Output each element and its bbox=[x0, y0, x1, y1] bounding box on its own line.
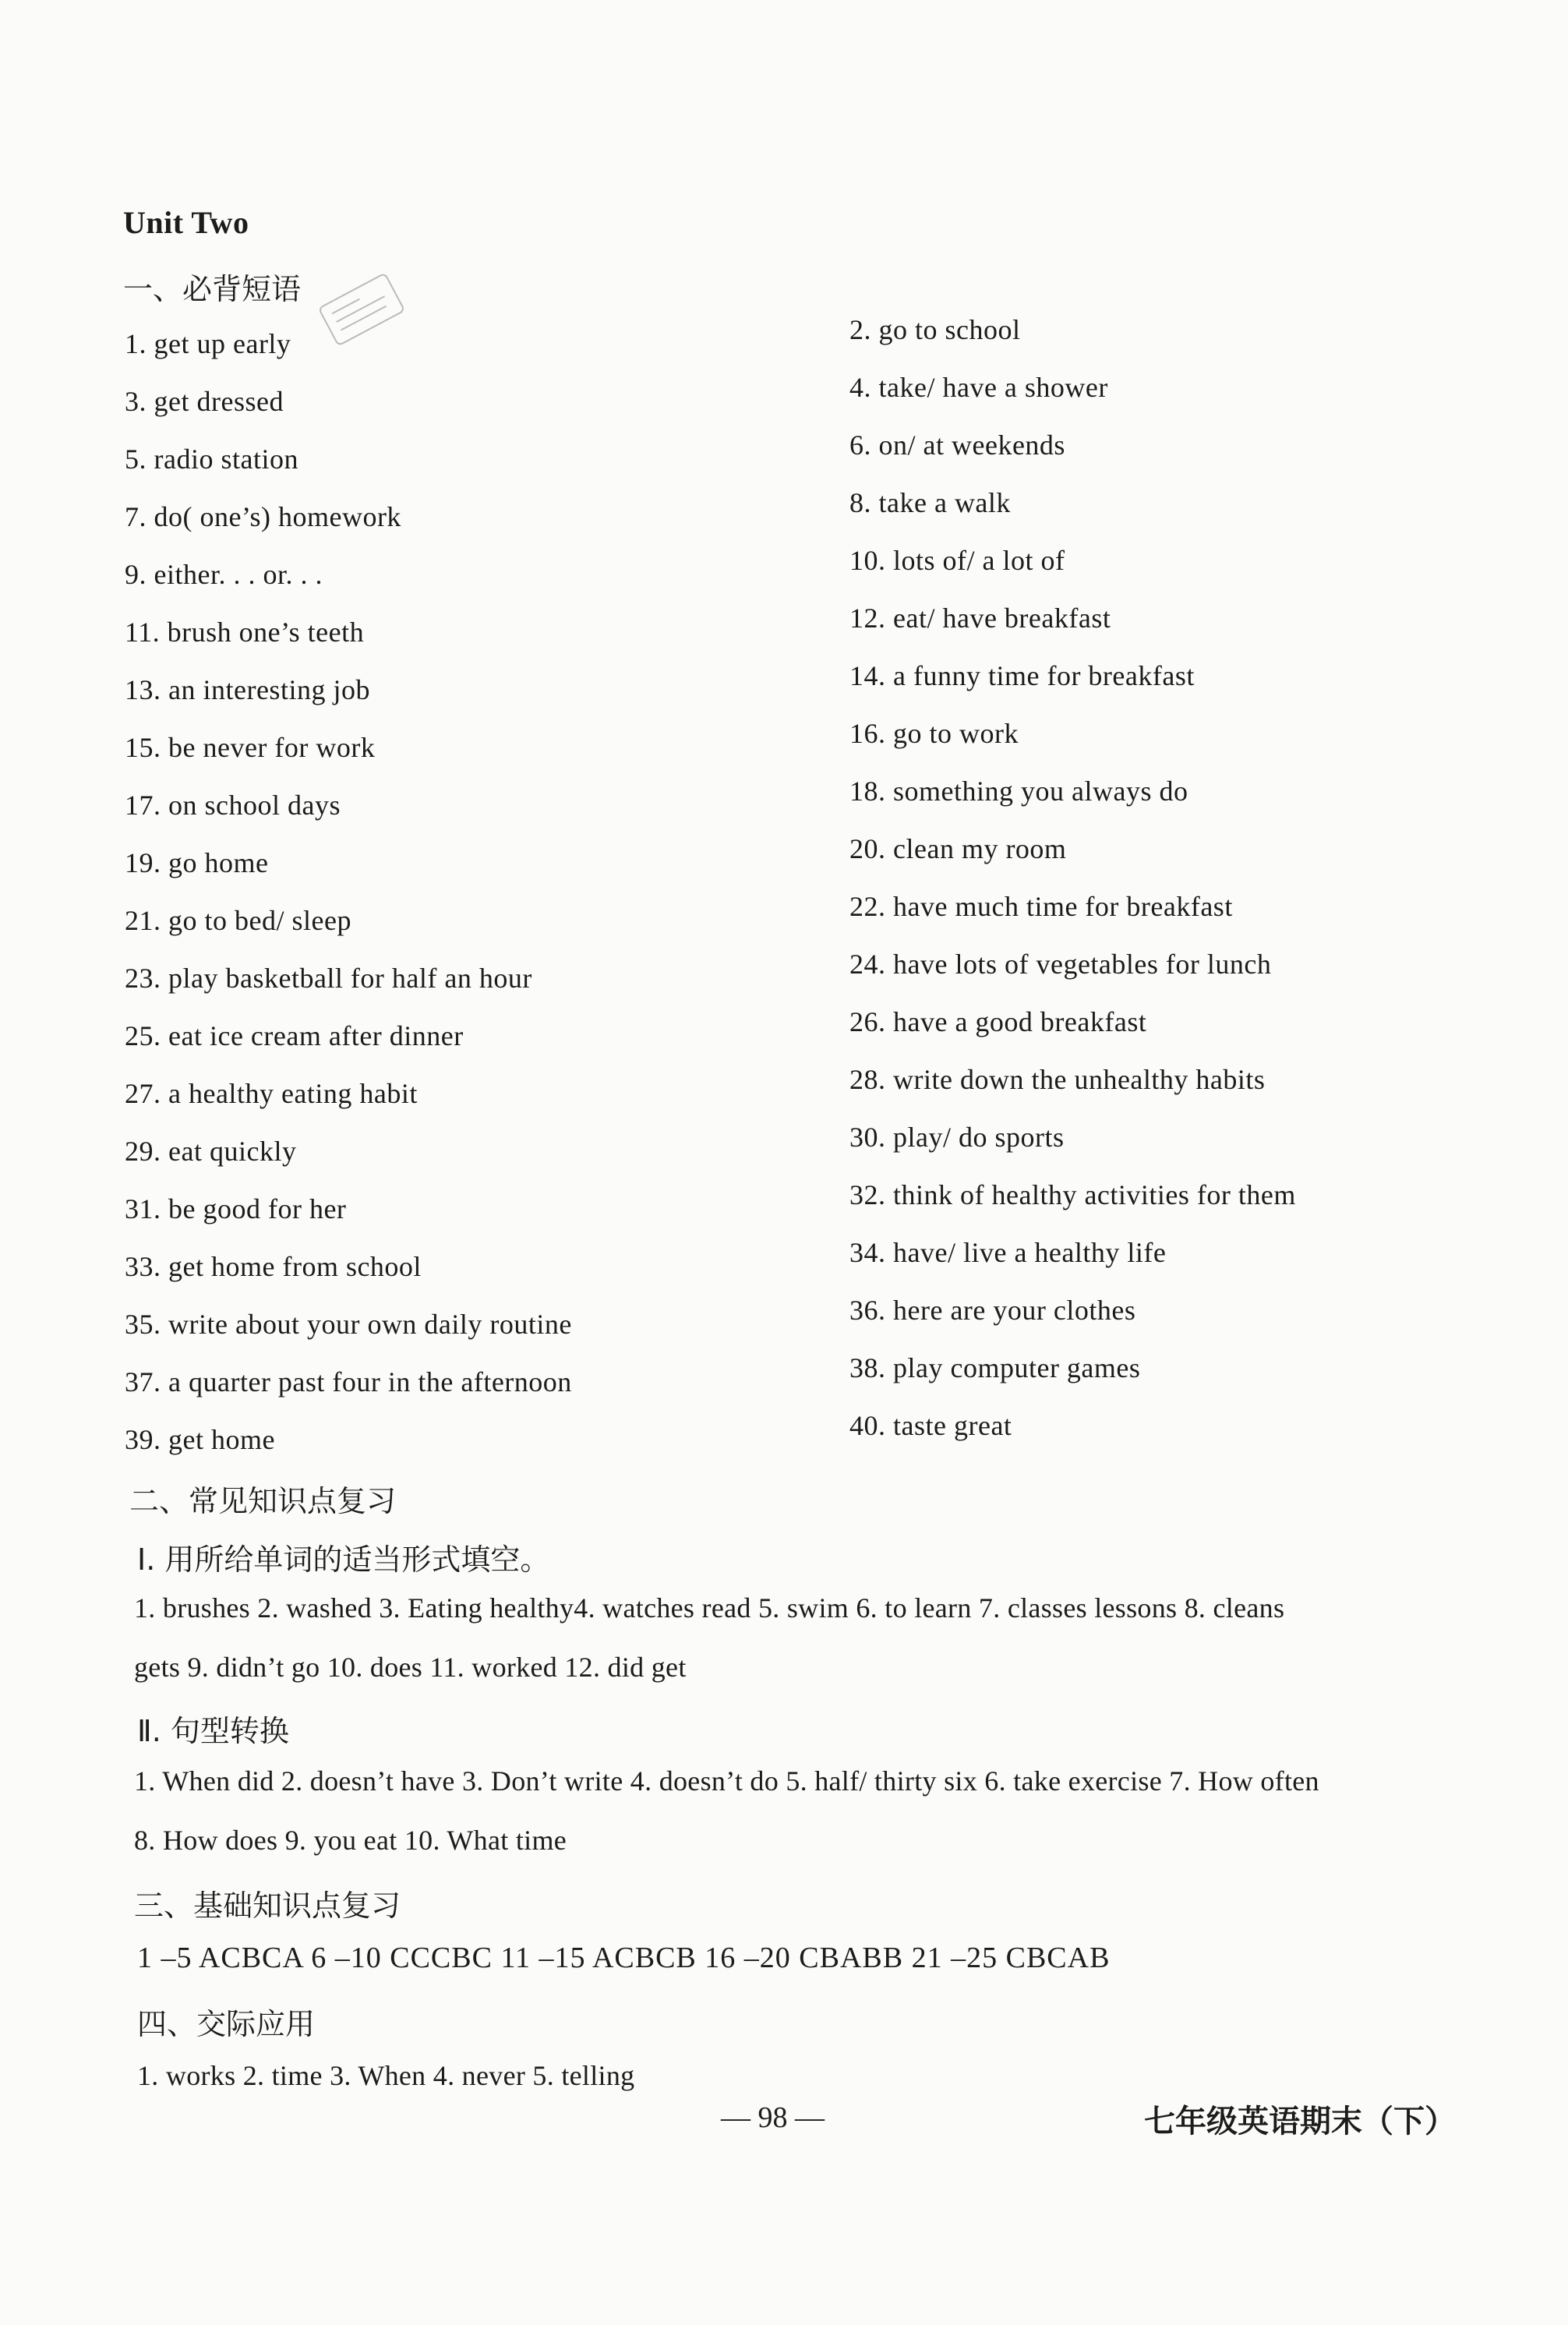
list-item: 18. something you always do bbox=[849, 776, 1188, 807]
list-item: 15. be never for work bbox=[125, 732, 376, 763]
list-item: 38. play computer games bbox=[849, 1352, 1141, 1383]
list-item: 22. have much time for breakfast bbox=[849, 891, 1233, 922]
list-item: 33. get home from school bbox=[125, 1251, 422, 1282]
list-item: 36. here are your clothes bbox=[849, 1295, 1136, 1326]
list-item: 4. take/ have a shower bbox=[849, 372, 1108, 403]
list-item: 34. have/ live a healthy life bbox=[849, 1237, 1167, 1268]
list-item: 7. do( one’s) homework bbox=[125, 501, 401, 532]
page-number: — 98 — bbox=[721, 2101, 825, 2134]
section1-heading: 一、必背短语 bbox=[123, 272, 302, 306]
list-item: 25. eat ice cream after dinner bbox=[125, 1020, 464, 1051]
section3-answers: 1 –5 ACBCA 6 –10 CCCBC 11 –15 ACBCB 16 –20 CBABB 21 –25 CBCAB bbox=[137, 1942, 1111, 1974]
list-item: 20. clean my room bbox=[849, 833, 1067, 864]
part1-heading: Ⅰ. 用所给单词的适当形式填空。 bbox=[137, 1542, 550, 1577]
section4-heading: 四、交际应用 bbox=[137, 2007, 316, 2041]
list-item: 1. get up early bbox=[125, 328, 291, 359]
list-item: 27. a healthy eating habit bbox=[125, 1078, 418, 1109]
list-item: 12. eat/ have breakfast bbox=[849, 602, 1111, 634]
stamp-watermark-icon bbox=[310, 259, 413, 360]
section3-heading: 三、基础知识点复习 bbox=[134, 1889, 401, 1923]
list-item: 29. eat quickly bbox=[125, 1136, 297, 1167]
list-item: 10. lots of/ a lot of bbox=[849, 545, 1065, 576]
list-item: 19. go home bbox=[125, 847, 269, 878]
list-item: 32. think of healthy activities for them bbox=[849, 1179, 1296, 1210]
list-item: 30. play/ do sports bbox=[849, 1122, 1065, 1153]
list-item: 39. get home bbox=[125, 1424, 275, 1455]
list-item: 37. a quarter past four in the afternoon bbox=[125, 1366, 572, 1397]
list-item: 17. on school days bbox=[125, 790, 341, 821]
part1-answers-line2: gets 9. didn’t go 10. does 11. worked 12. did get bbox=[134, 1652, 687, 1683]
list-item: 11. brush one’s teeth bbox=[125, 617, 365, 648]
part1-answers-line1: 1. brushes 2. washed 3. Eating healthy4. watches read 5. swim 6. to learn 7. classes lessons 8. cleans bbox=[134, 1592, 1285, 1624]
list-item: 9. either. . . or. . . bbox=[125, 559, 323, 590]
list-item: 21. go to bed/ sleep bbox=[125, 905, 351, 936]
part2-heading: Ⅱ. 句型转换 bbox=[137, 1714, 289, 1748]
list-item: 2. go to school bbox=[849, 314, 1021, 345]
section2-heading: 二、常见知识点复习 bbox=[129, 1484, 397, 1518]
part2-answers-line2: 8. How does 9. you eat 10. What time bbox=[134, 1825, 567, 1856]
list-item: 14. a funny time for breakfast bbox=[849, 660, 1195, 691]
unit-title: Unit Two bbox=[123, 205, 249, 240]
list-item: 26. have a good breakfast bbox=[849, 1006, 1147, 1037]
list-item: 23. play basketball for half an hour bbox=[125, 963, 532, 994]
list-item: 8. take a walk bbox=[849, 487, 1011, 518]
list-item: 24. have lots of vegetables for lunch bbox=[849, 949, 1272, 980]
list-item: 6. on/ at weekends bbox=[849, 429, 1065, 461]
book-title: 七年级英语期末（下） bbox=[1144, 2103, 1456, 2139]
list-item: 31. be good for her bbox=[125, 1193, 347, 1224]
list-item: 28. write down the unhealthy habits bbox=[849, 1064, 1266, 1095]
list-item: 35. write about your own daily routine bbox=[125, 1309, 572, 1340]
part2-answers-line1: 1. When did 2. doesn’t have 3. Don’t write 4. doesn’t do 5. half/ thirty six 6. take exercise 7. How often bbox=[134, 1765, 1319, 1797]
section4-answers: 1. works 2. time 3. When 4. never 5. telling bbox=[137, 2060, 635, 2091]
list-item: 3. get dressed bbox=[125, 386, 284, 417]
list-item: 40. taste great bbox=[849, 1410, 1012, 1441]
list-item: 16. go to work bbox=[849, 718, 1019, 749]
list-item: 5. radio station bbox=[125, 443, 298, 475]
list-item: 13. an interesting job bbox=[125, 674, 370, 705]
